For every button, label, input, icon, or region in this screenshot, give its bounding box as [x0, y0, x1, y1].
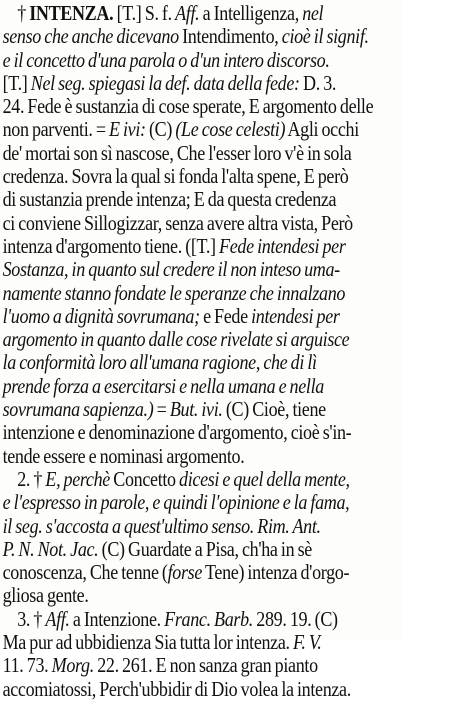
text-segment: de' mortai son sì nascose, Che l'esser loro v'è in sola — [2, 140, 352, 165]
entry-line — [0, 72, 402, 95]
text-segment: [T.] — [2, 70, 31, 95]
italic-text: Franc. Barb. — [164, 606, 253, 631]
italic-text: la conformità loro all'umana ragione, che di lì — [2, 350, 317, 375]
italic-text: nel — [302, 1, 324, 25]
italic-text: dicesi e quel della mente, — [179, 466, 350, 491]
entry-line — [0, 188, 402, 211]
italic-text: argomento in quanto dalle cose rivelate si arguisce — [2, 327, 350, 352]
entry-line — [0, 305, 402, 328]
entry-line — [0, 398, 402, 421]
entry-line — [0, 49, 402, 72]
entry-line — [0, 491, 402, 514]
italic-text: senso che anche dicevano — [2, 24, 179, 49]
entry-line — [0, 235, 402, 258]
text-segment: D. 3. — [299, 70, 337, 95]
entry-line — [0, 421, 402, 444]
entry-line — [0, 165, 402, 188]
entry-line — [0, 258, 402, 281]
entry-line — [0, 678, 402, 701]
entry-line — [0, 25, 402, 48]
text-segment: [T.] S. f. — [113, 1, 176, 25]
text-segment: di sustanzia prende intenza; E da questa credenza — [2, 187, 337, 212]
entry-line — [0, 515, 402, 538]
entry-line — [0, 351, 402, 374]
text-segment: e Fede — [199, 303, 252, 328]
text-segment: conoscenza, Che tenne ( — [2, 560, 168, 585]
entry-line — [0, 654, 402, 677]
italic-text: Fede intendesi per — [219, 233, 346, 258]
italic-text: prende forza a esercitarsi e nella umana e nella — [2, 373, 324, 398]
italic-text: cioè il signif. — [281, 24, 369, 49]
text-segment: ci conviene Sillogizzar, senza avere altra vista, Però — [2, 210, 353, 235]
italic-text: forse — [167, 560, 203, 585]
entry-line — [0, 2, 402, 25]
text-segment: Concetto — [109, 466, 180, 491]
entry-line — [0, 608, 402, 631]
italic-text: intendesi per — [251, 303, 340, 328]
text-segment: 2. † — [17, 466, 46, 491]
entry-line — [0, 538, 402, 561]
text-segment: intenzione e denominazione d'argomento, cioè s'in- — [2, 420, 352, 445]
headword: INTENZA. — [29, 1, 114, 25]
italic-text: e l'espresso in parole, e quindi l'opinione e la fama, — [2, 490, 350, 515]
text-segment: accomiatossi, Perch'ubbidir di Dio volea la intenza. — [2, 676, 351, 701]
text-segment: Agli occhi — [285, 117, 359, 142]
text-segment: 289. 19. (C) — [252, 606, 338, 631]
italic-text: But. ivi. — [169, 397, 223, 422]
italic-text: Morg. — [51, 653, 94, 678]
italic-text: Nel seg. spiegasi la def. data della fede: — [30, 70, 300, 95]
text-segment: non parventi. = — [2, 117, 110, 142]
text-segment: Intendimento, — [178, 24, 282, 49]
text-segment: intenza d'argomento tiene. ([T.] — [2, 233, 220, 258]
text-segment: tende essere e nominasi argomento. — [2, 443, 245, 468]
text-segment: (C) Guardate a Pisa, ch'ha in sè — [98, 536, 312, 561]
entry-line — [0, 282, 402, 305]
text-segment: 24. Fede è sustanzia di cose sperate, E argomento delle — [2, 94, 374, 119]
italic-text: Aff. — [45, 606, 70, 631]
entry-line — [0, 142, 402, 165]
entry-line — [0, 631, 402, 654]
italic-text: P. N. Not. Jac. — [2, 536, 99, 561]
text-segment: 3. † — [17, 606, 46, 631]
text-segment: gliosa gente. — [2, 583, 89, 608]
italic-text: e il concetto d'una parola o d'un intero discorso. — [2, 47, 330, 72]
entry-line — [0, 584, 402, 607]
italic-text: (Le cose celesti) — [175, 117, 286, 142]
italic-text: F. V. — [293, 630, 322, 655]
entry-line — [0, 328, 402, 351]
italic-text: il seg. s'accosta a quest'ultimo senso. Rim. Ant. — [2, 513, 321, 538]
entry-line — [0, 468, 402, 491]
italic-text: E ivi: — [109, 117, 146, 142]
entry-line — [0, 445, 402, 468]
italic-text: namente stanno fondate le speranze che innalzano — [2, 280, 346, 305]
text-segment: a Intelligenza, — [199, 1, 303, 25]
text-segment: Tene) intenza d'orgo- — [202, 560, 350, 585]
entry-line — [0, 212, 402, 235]
entry-line — [0, 95, 402, 118]
italic-text: sovrumana sapienza.) — [2, 397, 154, 422]
italic-text: Sostanza, in quanto sul credere il non inteso uma- — [2, 257, 340, 282]
entry-line — [0, 561, 402, 584]
text-segment: credenza. Sovra la qual si fonda l'alta spene, E però — [2, 164, 349, 189]
text-segment: 22. 261. E non sanza gran pianto — [93, 653, 318, 678]
text-segment: a Intenzione. — [69, 606, 165, 631]
text-segment: (C) Cioè, tiene — [222, 397, 326, 422]
text-segment: 11. 73. — [2, 653, 52, 678]
entry-line — [0, 375, 402, 398]
entry-line — [0, 118, 402, 141]
text-segment: Ma pur ad ubbidienza Sia tutta lor intenza. — [2, 630, 294, 655]
italic-text: E, perchè — [45, 466, 110, 491]
text-segment: (C) — [145, 117, 176, 142]
italic-text: l'uomo a dignità sovrumana; — [2, 303, 200, 328]
italic-text: Aff. — [175, 1, 200, 25]
text-segment: † — [17, 1, 30, 25]
text-segment: = — [153, 397, 170, 422]
